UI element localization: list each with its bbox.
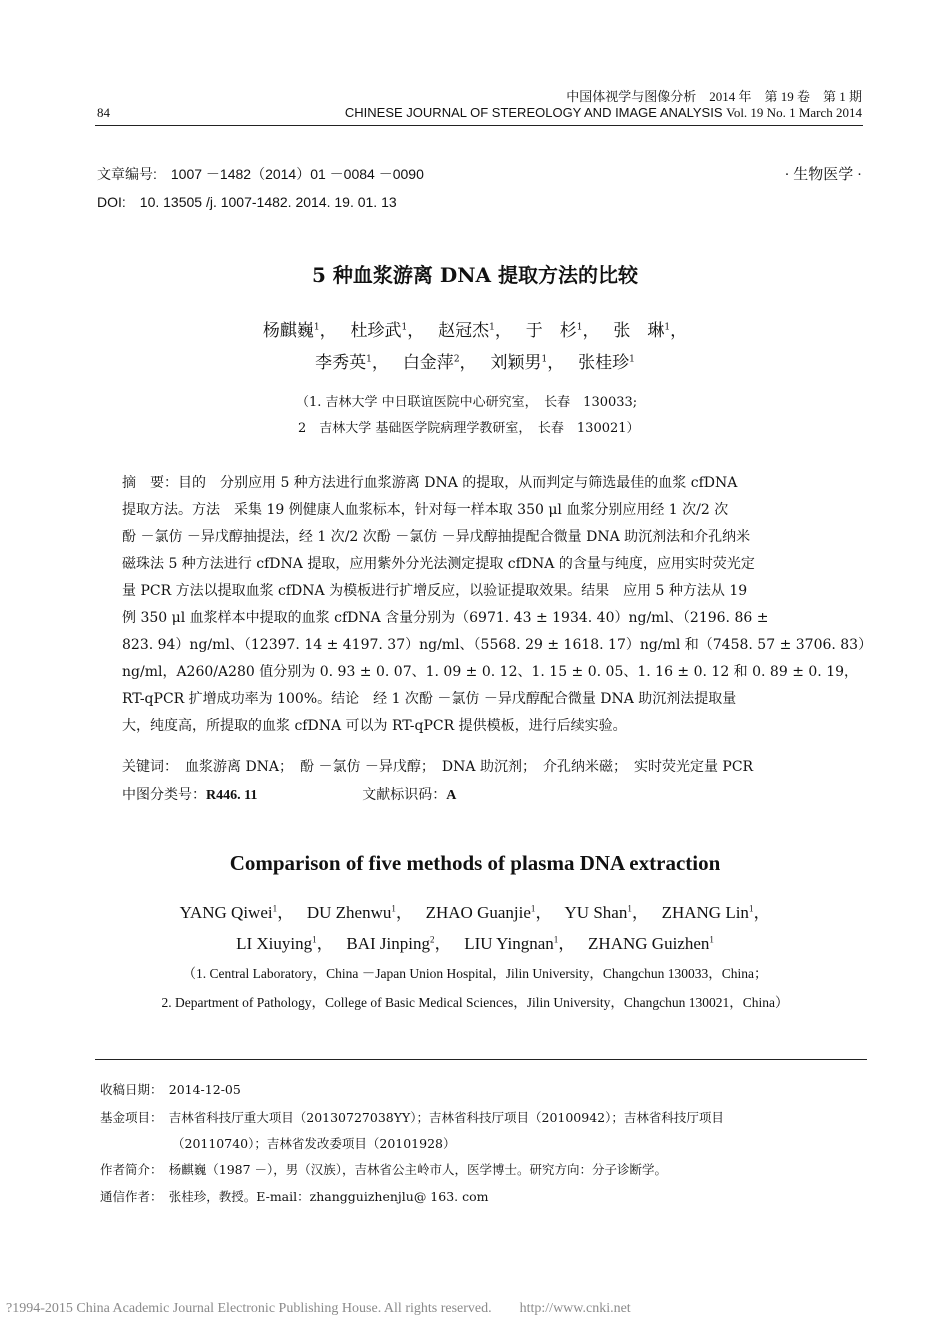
journal-title-en: [345, 105, 862, 121]
correspondence: 通信作者： 张桂珍，教授。E-mail：zhangguizhenjlu@ 163. com: [100, 1189, 489, 1204]
author-cn: 刘颖男$^1$，: [490, 353, 573, 373]
author-cn: 赵冠杰$^1$，: [438, 321, 521, 341]
author-en: ZHAO Guanjie$^1$，: [425, 903, 561, 922]
author-en: LI Xiuying$^1$，: [236, 934, 343, 953]
class-label: 中图分类号：: [122, 787, 206, 803]
author-en: BAI Jinping$^2$，: [346, 934, 460, 953]
keywords-cn: 关键词： 血浆游离 DNA； 酚 －氯仿 －异戊醇； DNA 助沉剂； 介孔纳米磁； 实时荧光定量 PCR: [122, 759, 754, 775]
affiliation-cn-1: （1. 吉林大学 中日联谊医院中心研究室， 长春 130033;: [296, 395, 638, 410]
fund-line-2: （20110740）；吉林省发改委项目（20101928）: [172, 1136, 456, 1151]
abstract-line: ng/ml，A260/A280 值分别为 0. 93 ± 0. 07、1. 09 ± 0. 12、1. 15 ± 0. 05、1. 16 ± 0. 12 和 0. 89 ± 0. 19，: [122, 664, 859, 680]
abstract-line: RT-qPCR 扩增成功率为 100%。结论 经 1 次酚 －氯仿 －异戊醇配合微量 DNA 助沉剂法提取量: [122, 691, 737, 707]
affiliation-cn-2: 2 吉林大学 基础医学院病理学教研室， 长春 130021）: [298, 421, 640, 436]
footnote-rule: [95, 1059, 867, 1060]
title-en: Comparison of five methods of plasma DNA extraction: [229, 851, 721, 875]
author-intro: 作者简介： 杨麒巍（1987 －），男（汉族），吉林省公主岭市人，医学博士。研究方向：分子诊断学。: [100, 1162, 668, 1177]
classification: [122, 784, 456, 804]
copyright-notice: ?1994-2015 China Academic Journal Electronic Publishing House. All rights reserved. http://www.cnki.net: [6, 1301, 631, 1316]
author-en: ZHANG Lin$^1$，: [661, 903, 771, 922]
received-date: 收稿日期： 2014-12-05: [100, 1082, 241, 1097]
abstract-line: 大，纯度高，所提取的血浆 cfDNA 可以为 RT-qPCR 提供模板，进行后续实验。: [122, 718, 627, 734]
abstract-line: 提取方法。方法 采集 19 例健康人血浆标本，针对每一样本取 350 μl 血浆分别应用经 1 次/2 次: [122, 502, 729, 518]
authors-en-line1: [0, 898, 950, 923]
affiliation-en-1: （1. Central Laboratory，China －Japan Union Hospital，Jilin University，Changchun 130033，China；: [182, 966, 768, 981]
article-number: 文章编号: 1007 －1482（2014）01 －0084 －0090: [97, 166, 424, 182]
author-cn: 于 杉$^1$，: [525, 321, 608, 341]
author-cn: 杜珍武$^1$，: [350, 321, 433, 341]
abstract-line: 酚 －氯仿 －异戊醇抽提法，经 1 次/2 次酚 －氯仿 －异戊醇抽提配合微量 DNA 助沉剂法和介孔纳米: [122, 529, 751, 545]
author-en: YU Shan$^1$，: [564, 903, 658, 922]
abstract-line: 磁珠法 5 种方法进行 cfDNA 提取，应用紫外分光法测定提取 cfDNA 的含量与纯度，应用实时荧光定: [122, 556, 755, 572]
doc-code-label: 文献标识码：: [362, 787, 447, 803]
class-value: R446. 11: [206, 788, 258, 803]
author-en: LIU Yingnan$^1$，: [464, 934, 584, 953]
author-en: YANG Qiwei$^1$，: [179, 903, 303, 922]
abstract-line: 例 350 μl 血浆样本中提取的血浆 cfDNA 含量分别为（6971. 43 ± 1934. 40）ng/ml、（2196. 86 ±: [122, 610, 769, 626]
author-cn: 张桂珍$^1$: [578, 353, 635, 373]
author-cn: 李秀英$^1$，: [315, 353, 398, 373]
abstract-line: 摘 要：目的 分别应用 5 种方法进行血浆游离 DNA 的提取，从而判定与筛选最佳的血浆 cfDNA: [122, 475, 738, 491]
doc-code-value: A: [446, 788, 457, 803]
author-en: ZHANG Guizhen$^1$: [588, 934, 714, 953]
journal-title-cn: 中国体视学与图像分析 2014 年 第 19 卷 第 1 期: [566, 89, 862, 104]
authors-cn-line2: [0, 348, 950, 373]
affiliation-en-2: 2. Department of Pathology，College of Basic Medical Sciences，Jilin University，Changchun 130021，China）: [161, 995, 789, 1010]
section-label: · 生物医学 ·: [784, 167, 862, 183]
fund-line-1: 基金项目： 吉林省科技厅重大项目（20130727038YY）；吉林省科技厅项目（20100942）；吉林省科技厅项目: [100, 1110, 724, 1125]
authors-en-line2: [0, 929, 950, 954]
author-cn: 白金萍$^2$，: [402, 353, 486, 373]
doi: DOI: 10. 13505 /j. 1007-1482. 2014. 19. 01. 13: [97, 194, 397, 210]
author-cn: 杨麒巍$^1$，: [262, 321, 346, 341]
authors-cn-line1: [0, 316, 950, 341]
author-en: DU Zhenwu$^1$，: [306, 903, 422, 922]
abstract-line: 量 PCR 方法以提取血浆 cfDNA 为模板进行扩增反应，以验证提取效果。结果 应用 5 种方法从 19: [122, 583, 748, 599]
author-cn: 张 琳$^1$，: [613, 321, 688, 341]
title-cn: 5 种血浆游离 DNA 提取方法的比较: [312, 263, 638, 287]
header-rule: [95, 125, 863, 126]
journal-title-en-name: CHINESE JOURNAL OF STEREOLOGY AND IMAGE ANALYSIS: [344, 105, 727, 120]
abstract-line: 823. 94）ng/ml、（12397. 14 ± 4197. 37）ng/ml、（5568. 29 ± 1618. 17）ng/ml 和（7458. 57 ± 3706. 83）: [122, 637, 873, 653]
journal-volume-issue: Vol. 19 No. 1 March 2014: [726, 105, 862, 120]
page-number: 84: [97, 105, 110, 120]
